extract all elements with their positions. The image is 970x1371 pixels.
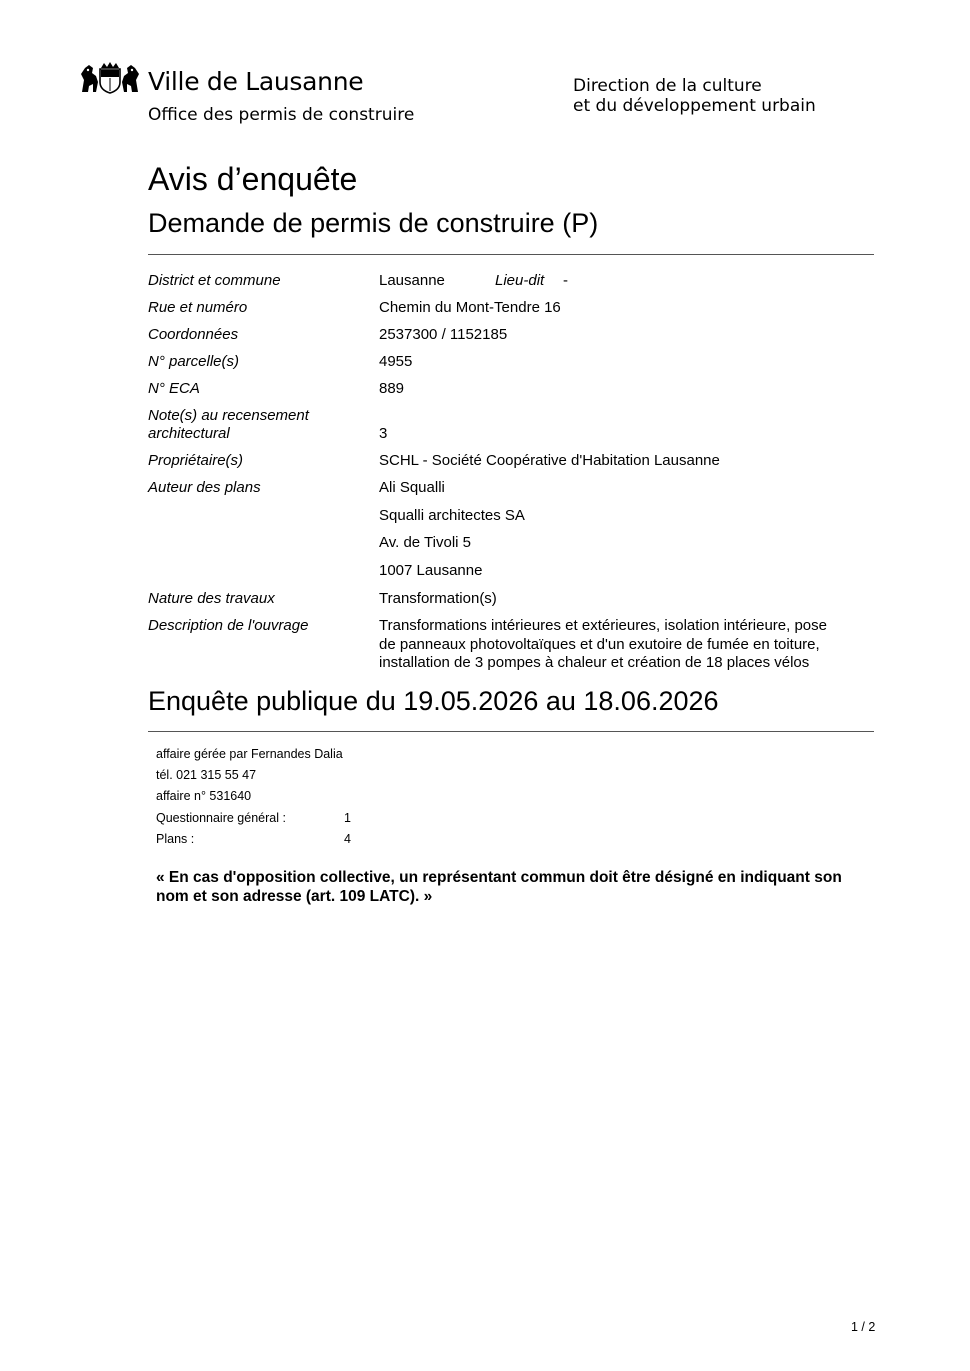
direction-name — [573, 76, 816, 116]
description-label: Description de l'ouvrage — [148, 617, 309, 634]
district-label: District et commune — [148, 272, 281, 289]
owner-value: SCHL - Société Coopérative d'Habitation Lausanne — [379, 452, 720, 469]
owner-label: Propriétaire(s) — [148, 452, 244, 469]
note-label-line-1: Note(s) au recensement — [148, 407, 309, 424]
author-line: Squalli architectes SA — [379, 507, 525, 524]
plans-count: 4 — [344, 832, 351, 846]
author-line: 1007 Lausanne — [379, 562, 483, 579]
eca-label: N° ECA — [148, 380, 200, 397]
note-label-line-2: architectural — [148, 425, 230, 442]
description-line: de panneaux photovoltaïques et d'un exutoire de fumée en toiture, — [379, 636, 820, 653]
author-line: Av. de Tivoli 5 — [379, 534, 471, 551]
lieu-dit-label: Lieu-dit — [495, 272, 545, 289]
lieu-dit-value: - — [563, 272, 568, 289]
author-label: Auteur des plans — [148, 479, 261, 496]
page-title: Avis d’enquête — [148, 161, 358, 197]
street-value: Chemin du Mont-Tendre 16 — [379, 299, 561, 316]
public-inquiry-heading: Enquête publique du 19.05.2026 au 18.06.2026 — [148, 686, 719, 716]
parcel-value: 4955 — [379, 353, 413, 370]
author-line: Ali Squalli — [379, 479, 445, 496]
plans-label: Plans : — [156, 832, 195, 846]
city-name: Ville de Lausanne — [148, 67, 364, 96]
page-subtitle: Demande de permis de construire (P) — [148, 208, 599, 238]
description-line: installation de 3 pompes à chaleur et création de 18 places vélos — [379, 654, 810, 671]
case-number: affaire n° 531640 — [156, 789, 252, 803]
nature-label: Nature des travaux — [148, 590, 275, 607]
coords-label: Coordonnées — [148, 326, 239, 343]
district-value: Lausanne — [379, 272, 445, 289]
inquiry-divider — [148, 731, 874, 732]
coords-value: 2537300 / 1152185 — [379, 326, 508, 343]
collective-opposition-notice: « En cas d'opposition collective, un représentant commun doit être désigné en indiquant son nom et son adresse (art. 109 LATC). » — [156, 869, 842, 905]
office-name: Office des permis de construire — [148, 105, 415, 125]
direction-line-2: et du développement urbain — [573, 96, 816, 116]
eca-value: 889 — [379, 380, 405, 397]
direction-line-1: Direction de la culture — [573, 76, 762, 96]
managed-by: affaire gérée par Fernandes Dalia — [156, 747, 343, 761]
phone: tél. 021 315 55 47 — [156, 768, 257, 782]
questionnaire-count: 1 — [344, 811, 351, 825]
title-divider — [148, 254, 874, 255]
parcel-label: N° parcelle(s) — [148, 353, 240, 370]
nature-value: Transformation(s) — [379, 590, 497, 607]
questionnaire-label: Questionnaire général : — [156, 811, 286, 825]
page-number: 1 / 2 — [851, 1320, 876, 1334]
note-value: 3 — [379, 425, 388, 442]
description-line: Transformations intérieures et extérieures, isolation intérieure, pose — [379, 617, 827, 634]
street-label: Rue et numéro — [148, 299, 248, 316]
lausanne-coat-of-arms-icon — [80, 62, 140, 94]
